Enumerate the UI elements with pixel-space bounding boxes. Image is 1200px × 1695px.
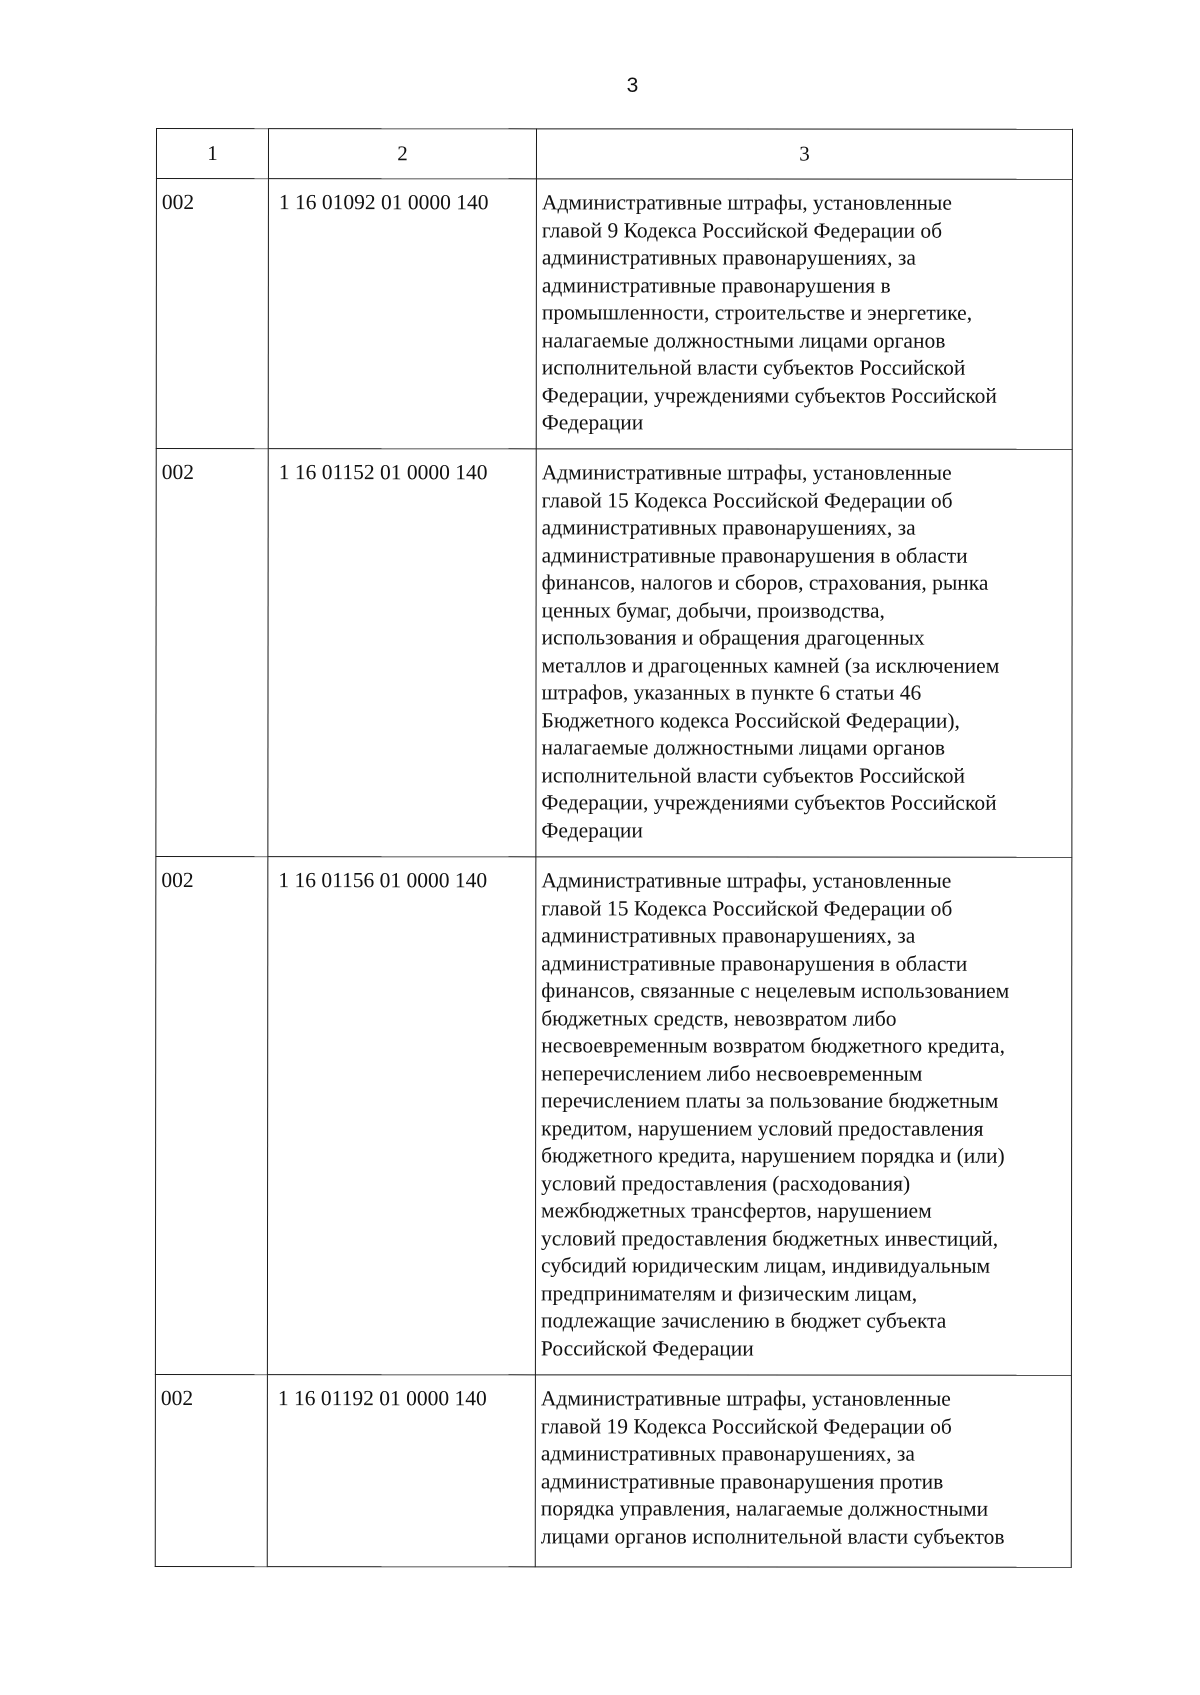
- page-number: 3: [626, 74, 639, 97]
- table-row: [155, 857, 1071, 1376]
- description-cell: Административные штрафы, установленные главой 9 Кодекса Российской Федерации об административных правонарушениях, за административные правонарушения в промышленности, строительстве и энергетике, налагаемые должностными лицами органов исполнительной власти субъектов Российской Федерации, учреждениями субъектов Российской Федерации: [536, 179, 1072, 449]
- admin-code-cell: 002: [155, 857, 267, 1375]
- revenue-codes-table: [155, 128, 1073, 1568]
- column-header-3: 3: [536, 129, 1072, 179]
- kbk-code-cell: 1 16 01192 01 0000 140: [267, 1375, 535, 1567]
- table-row: [155, 1375, 1071, 1568]
- column-header-1: 1: [156, 129, 268, 179]
- admin-code-cell: 002: [155, 1375, 267, 1567]
- admin-code-cell: 002: [156, 449, 268, 857]
- description-cell: Административные штрафы, установленные главой 15 Кодекса Российской Федерации об административных правонарушениях, за административные правонарушения в области финансов, связанные с нецелевым использованием бюджетных средств, невозвратом либо несвоевременным возвратом бюджетного кредита, неперечислением либо несвоевременным перечислением платы за пользование бюджетным кредитом, нарушением условий предоставления бюджетного кредита, нарушением порядка и (или) условий предоставления (расходования) межбюджетных трансфертов, нарушением условий предоставления бюджетных инвестиций, субсидий юридическим лицам, индивидуальным предпринимателям и физическим лицам, подлежащие зачислению в бюджет субъекта Российской Федерации: [535, 857, 1071, 1375]
- table-header-row: [156, 129, 1072, 180]
- kbk-code-cell: 1 16 01152 01 0000 140: [268, 449, 536, 857]
- kbk-code-cell: 1 16 01156 01 0000 140: [267, 857, 535, 1375]
- column-header-2: 2: [268, 129, 536, 179]
- table-row: [156, 179, 1072, 450]
- table-row: [156, 449, 1072, 858]
- admin-code-cell: 002: [156, 179, 268, 449]
- description-cell: Административные штрафы, установленные главой 19 Кодекса Российской Федерации об административных правонарушениях, за административные правонарушения против порядка управления, налагаемые должностными лицами органов исполнительной власти субъектов: [535, 1375, 1071, 1567]
- kbk-code-cell: 1 16 01092 01 0000 140: [268, 179, 536, 449]
- description-cell: Административные штрафы, установленные главой 15 Кодекса Российской Федерации об административных правонарушениях, за административные правонарушения в области финансов, налогов и сборов, страхования, рынка ценных бумаг, добычи, производства, использования и обращения драгоценных металлов и драгоценных камней (за исключением штрафов, указанных в пункте 6 статьи 46 Бюджетного кодекса Российской Федерации), налагаемые должностными лицами органов исполнительной власти субъектов Российской Федерации, учреждениями субъектов Российской Федерации: [536, 449, 1072, 857]
